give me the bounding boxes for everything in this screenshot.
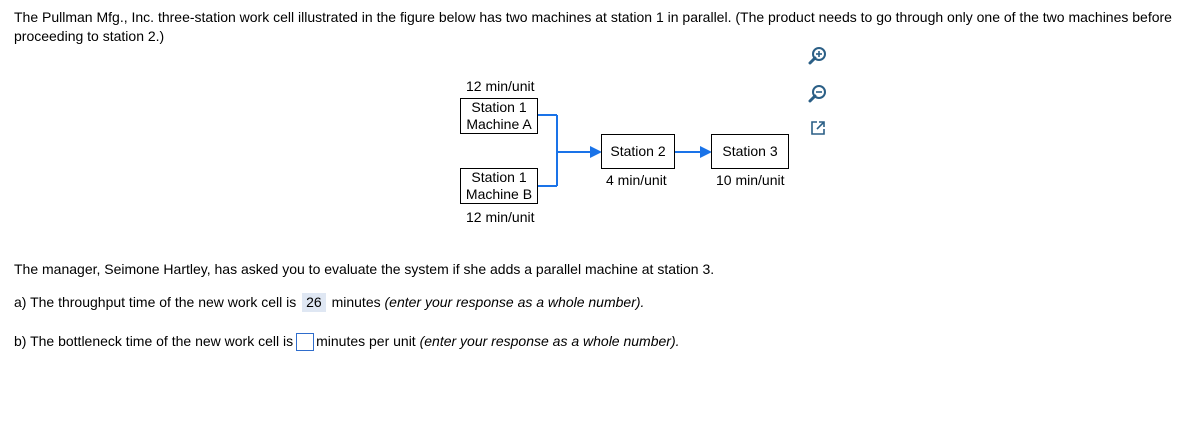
bottleneck-answer-input[interactable] xyxy=(296,333,314,351)
machine-b-name: Machine B xyxy=(465,186,533,202)
question-b-unit: minutes per unit xyxy=(316,333,416,349)
station3-label: Station 3 xyxy=(722,143,778,159)
station2-label: Station 2 xyxy=(610,143,666,159)
station1-machine-a-box xyxy=(460,98,538,134)
external-link-icon[interactable] xyxy=(808,118,828,138)
station2-box xyxy=(601,134,675,169)
question-a xyxy=(14,293,644,312)
zoom-out-icon[interactable] xyxy=(808,84,828,104)
question-a-unit: minutes xyxy=(331,294,381,310)
machine-b-station: Station 1 xyxy=(471,169,527,185)
question-a-prefix: a) The throughput time of the new work cell is xyxy=(14,294,297,310)
throughput-answer[interactable]: 26 xyxy=(302,293,326,312)
zoom-in-icon[interactable] xyxy=(808,46,828,66)
question-b-hint: (enter your response as a whole number). xyxy=(419,333,680,349)
machine-a-station: Station 1 xyxy=(471,99,527,115)
machine-a-rate: 12 min/unit xyxy=(466,78,535,94)
scenario-text: The manager, Seimone Hartley, has asked you to evaluate the system if she adds a parallel machine at station 3. xyxy=(14,261,715,277)
question-b xyxy=(14,332,680,351)
station3-rate: 10 min/unit xyxy=(716,172,785,188)
machine-b-rate: 12 min/unit xyxy=(466,209,535,225)
station2-rate: 4 min/unit xyxy=(606,172,667,188)
station3-box xyxy=(711,134,789,169)
problem-intro: The Pullman Mfg., Inc. three-station work cell illustrated in the figure below has two machines at station 1 in parallel. (The product needs to go through only one of the two machines before proceeding to station 2.) xyxy=(14,9,1172,44)
station1-machine-b-box xyxy=(460,168,538,204)
question-b-prefix: b) The bottleneck time of the new work cell is xyxy=(14,333,294,349)
machine-a-name: Machine A xyxy=(466,116,532,132)
question-a-hint: (enter your response as a whole number). xyxy=(384,294,645,310)
